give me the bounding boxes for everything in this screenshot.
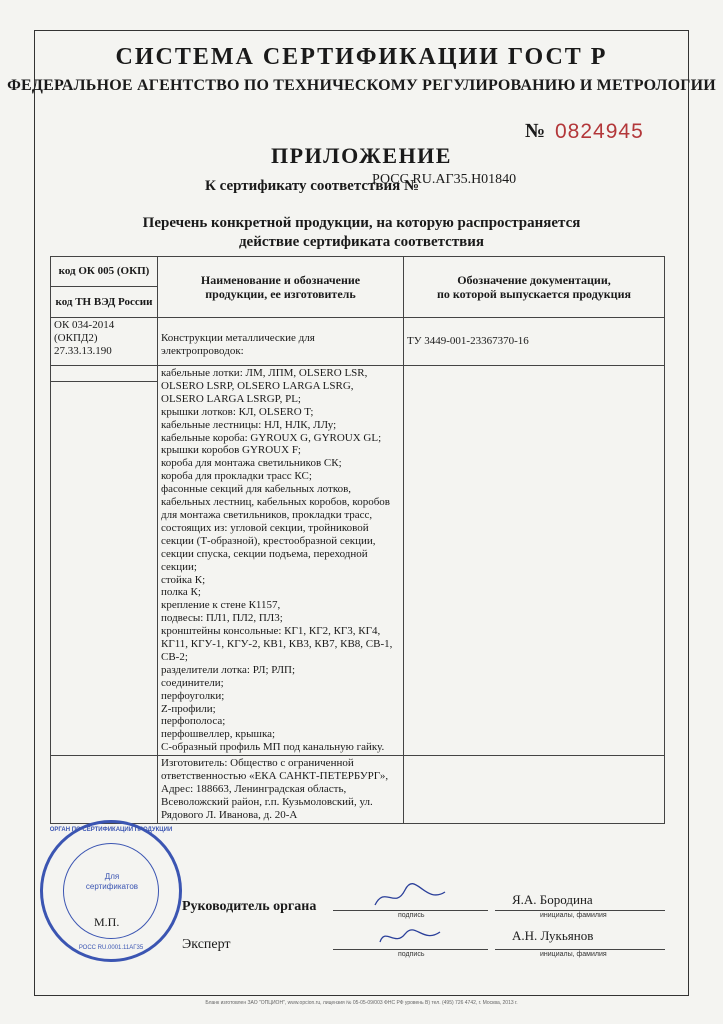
product-name-header [158,257,404,318]
items-cell [158,366,404,756]
expert-name-caption: инициалы, фамилия [540,951,607,958]
list-item: полка К; [161,586,201,599]
list-title [0,214,723,252]
items-code-cell [51,366,158,756]
list-item: Z-профили; [161,702,216,715]
list-item: Адрес: 188663, Ленинградская область, [161,783,347,795]
list-item: Всеволожский район, г.п. Кузьмоловский, ул. [161,795,373,808]
expert-name: А.Н. Лукьянов [512,928,594,943]
list-item: кабельные лотки: ЛМ, ЛПМ, OLSERO LSR, [161,367,368,379]
form-footer: Бланк изготовлен ЗАО "ОПЦИОН", www.opcion.ru, лицензия № 05-05-09/003 ФНС РФ уровень В) тел. (495) 726 4742, г. Москва, 2013 г. [205,1000,518,1006]
list-item: кабельные лестницы: НЛ, НЛК, ЛЛу; [161,418,337,431]
number-sign: № [525,120,546,142]
row1-code-1: ОК 034-2014 [54,319,115,331]
manufacturer-cell [158,756,404,824]
manufacturer-code-cell [51,756,158,824]
list-item: Рядового Л. Иванова, д. 20-А [161,808,298,821]
list-item: OLSERO LARGA LSRGP, PL; [161,392,301,405]
list-item: кабельных лестниц, кабельных коробов, коробов [161,496,391,509]
documentation-header-2: по которой выпускается продукция [436,287,632,301]
list-item: кабельные короба: GYROUX G, GYROUX GL; [161,431,382,444]
list-item: КГ11, КГУ-1, КГУ-2, КВ1, КВ3, КВ7, КВ8, СВ-1, [161,638,393,651]
list-item: СВ-2; [161,650,188,663]
list-item: стойка К; [161,573,206,586]
stamp-reg-text: РОСС RU.0001.11АГ35 [78,945,144,951]
stamp-text [64,872,160,892]
head-name-caption: инициалы, фамилия [540,912,607,919]
system-title: СИСТЕМА СЕРТИФИКАЦИИ ГОСТ Р [115,44,608,70]
list-item: С-образный профиль МП под канальную гайку. [161,741,385,754]
products-table [50,256,665,824]
certification-stamp [40,820,182,962]
list-item: Изготовитель: Общество с ограниченной [161,757,354,770]
list-item: крышки лотков: КЛ, OLSERO T; [161,405,314,418]
expert-sign-line [333,949,488,950]
items-doc-cell [404,366,665,756]
list-item: короба для монтажа светильников СК; [161,457,342,470]
list-item: секции спуска, секции подъема, переходной [161,547,368,560]
stamp-text-1: Для [104,872,120,881]
head-sign-line [333,910,488,911]
list-item: короба для прокладки трасс КС; [161,470,312,483]
list-item: крепление к стене К1157, [161,599,281,612]
list-item: фасонные секций для кабельных лотков, [161,483,352,496]
expert-signature [375,922,445,952]
list-item: кронштейны консольные: КГ1, КГ2, КГ3, КГ4, [161,625,381,638]
row1-code-2: (ОКПД2) [54,331,98,344]
manufacturer-list [161,757,400,822]
row1-doc-cell: ТУ 3449-001-23367370-16 [404,318,665,366]
certificate-label: К сертификату соответствия № [205,178,420,194]
list-item: секции (Т-образной), крестообразной секции, [161,534,376,547]
row1-code-cell [51,318,158,366]
stamp-text-2: сертификатов [85,882,139,891]
stamp-ring-text: ОРГАН ПО СЕРТИФИКАЦИИ ПРОДУКЦИИ [49,827,173,833]
expert-sign-caption: подпись [398,951,425,958]
head-sign-caption: подпись [398,912,425,919]
product-name-header-2: продукции, ее изготовитель [205,287,356,301]
certificate-number: РОСС RU.АГ35.Н01840 [372,172,517,187]
tnved-code-header: код ТН ВЭД России [51,287,158,318]
row1-name-cell [158,318,404,366]
documentation-header [404,257,665,318]
list-item: OLSERO LSRP, OLSERO LARGA LSRG, [161,379,354,392]
product-name-header-1: Наименование и обозначение [200,273,361,287]
okp-code-header: код ОК 005 (ОКП) [51,257,158,287]
list-item: перфополоса; [161,715,226,728]
expert-name-line [495,949,665,950]
row1-name-2: электропроводок: [161,344,244,357]
manufacturer-doc-cell [404,756,665,824]
mp-label: М.П. [94,915,120,929]
list-item: соединители; [161,676,224,689]
documentation-header-1: Обозначение документации, [457,273,611,287]
form-number: 0824945 [555,120,644,143]
list-item: крышки коробов GYROUX F; [161,444,301,457]
list-item: разделители лотка: РЛ; РЛП; [161,663,296,676]
list-item: перфошвеллер, крышка; [161,728,276,741]
list-title-line-1: Перечень конкретной продукции, на которую распространяется [142,215,581,231]
expert-label: Эксперт [182,937,231,952]
list-title-line-2: действие сертификата соответствия [238,234,485,250]
list-item: ответственностью «ЕКА САНКТ-ПЕТЕРБУРГ», [161,770,389,783]
row1-name-1: Конструкции металлические для [161,332,315,344]
head-name: Я.А. Бородина [512,892,593,907]
agency-title: ФЕДЕРАЛЬНОЕ АГЕНТСТВО ПО ТЕХНИЧЕСКОМУ РЕГУЛИРОВАНИЮ И МЕТРОЛОГИИ [7,77,716,94]
page-title: ПРИЛОЖЕНИЕ [271,143,452,168]
list-item: для монтажа светильников, прокладки трасс, [161,508,373,521]
product-items-list [161,367,400,754]
row1-code-3: 27.33.13.190 [54,344,112,357]
list-item: секции; [161,560,197,573]
list-item: состоящих из: угловой секции, тройниковой [161,521,369,534]
head-name-line [495,910,665,911]
head-label: Руководитель органа [182,899,317,914]
list-item: подвесы: ПЛ1, ПЛ2, ПЛ3; [161,612,283,625]
list-item: перфоуголки; [161,689,225,702]
